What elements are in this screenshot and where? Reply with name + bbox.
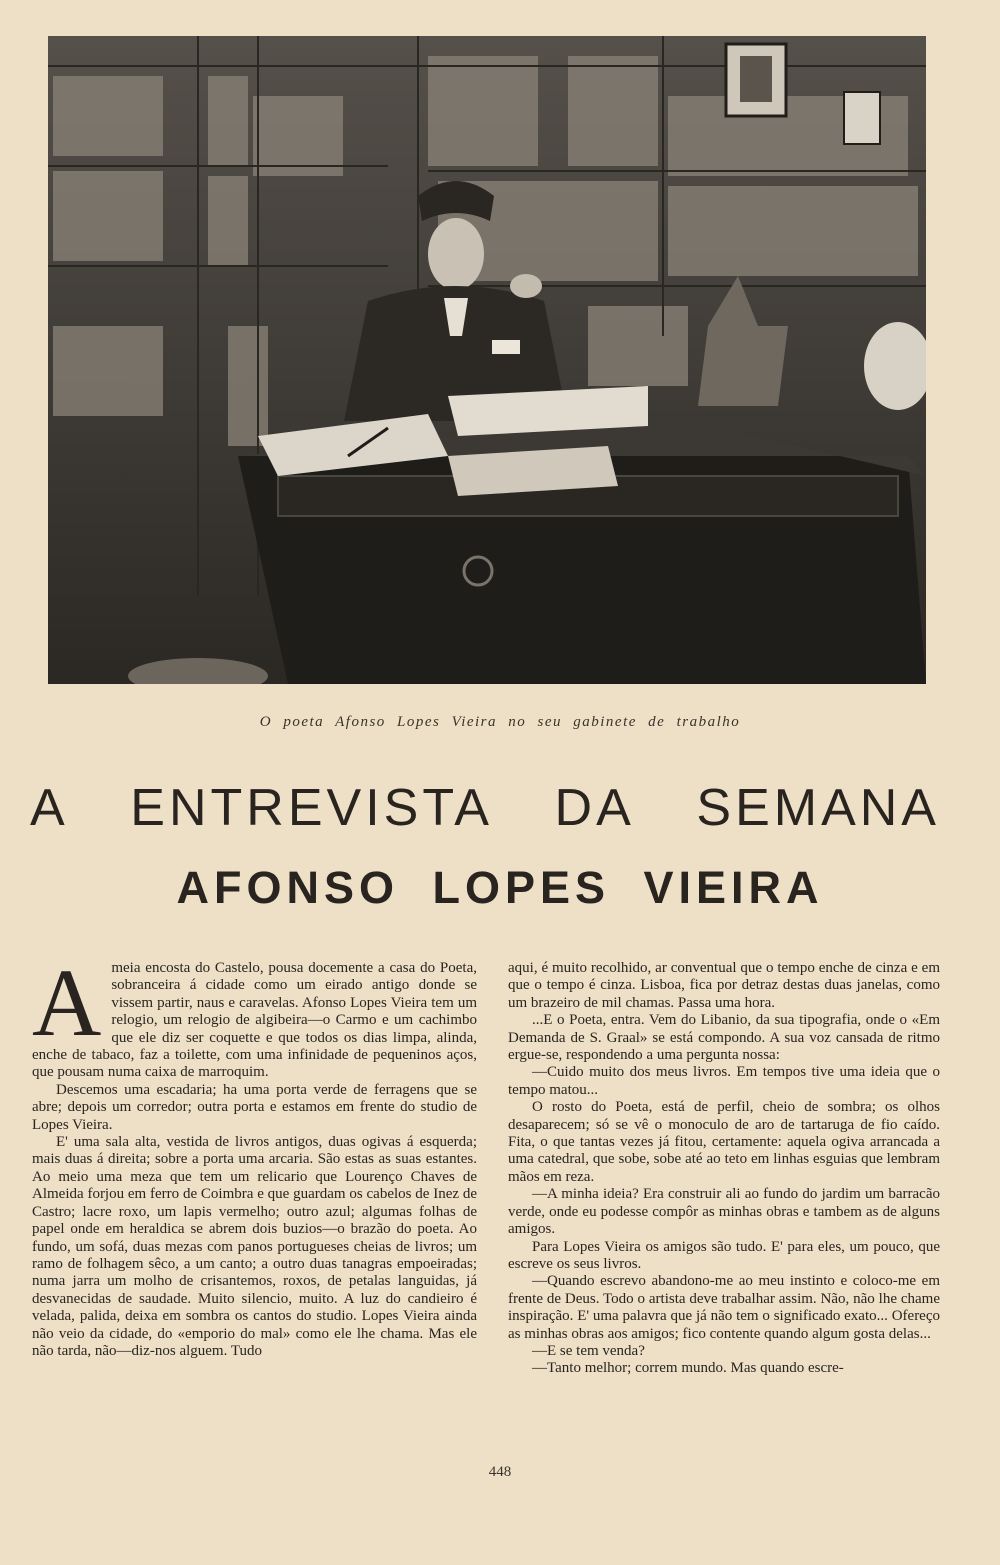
article-title: A ENTREVISTA DA SEMANA <box>30 779 940 837</box>
article-paragraph: Para Lopes Vieira os amigos são tudo. E' para eles, um pouco, que escreve os seus livros. <box>508 1238 940 1272</box>
article-paragraph: O rosto do Poeta, está de perfil, cheio de sombra; os olhos desaparecem; só se vê o monoculo de aro de tartaruga de fio caído. Fita, o que tantas vezes já fitou, certamente: aquela ogiva arrancada a uma catedral, que sobe, sobe até ao teto em linhas esguias que lembram mãos em reza. <box>508 1099 940 1185</box>
article-paragraph: —E se tem venda? <box>532 1342 645 1359</box>
article-photo <box>48 36 926 684</box>
article-paragraph <box>32 949 477 1082</box>
article-subtitle: AFONSO LOPES VIEIRA <box>176 862 824 913</box>
article-paragraph: —Cuido muito dos meus livros. Em tempos tive uma ideia que o tempo matou... <box>508 1064 940 1098</box>
article-paragraph: ...E o Poeta, entra. Vem do Libanio, da sua tipografia, onde o «Em Demanda de S. Graal» se está compondo. A sua voz cansada de ritmo ergue-se, respondendo a uma pergunta nossa: <box>508 1012 940 1064</box>
article-paragraph: —Quando escrevo abandono-me ao meu instinto e coloco-me em frente de Deus. Todo o artista deve trabalhar assim. Não, não lhe chame inspiração. E' uma palavra que já não tem o significado exato... Ofereço as minhas obras aos amigos; fico contente quando algum gosta delas... <box>508 1273 940 1342</box>
article-paragraph: —A minha ideia? Era construir ali ao fundo do jardim um barracão verde, onde eu podesse compôr as minhas obras e tambem as de alguns amigos. <box>508 1186 940 1238</box>
article-paragraph: aqui, é muito recolhido, ar conventual que o tempo enche de cinza e em que o tempo é cinza. Lisboa, fica por detraz destas duas janelas, como um brazeiro de mil chamas. Passa uma hora. <box>508 960 940 1011</box>
article-paragraph: E' uma sala alta, vestida de livros antigos, duas ogivas á esquerda; mais duas á direita; sobre a porta uma arcaria. São estas as suas estantes. Ao meio uma meza que tem um relicario que Lourenço Chaves de Almeida forjou em ferro de Coimbra e que guardam os cabelos de Inez de Castro; lacre roxo, um lapis vermelho; outro azul; algumas folhas de papel onde em heraldica se abrem dois buzios—o brazão do poeta. Ao fundo, um sofá, duas mezas com panos portugueses cheias de livros; um ramo de folhagem sêco, a um canto; a outro duas tanagras empoeiradas; numa jarra um molho de crisantemos, roxos, de petalas languidas, já desvanecidas de saudade. Muito silencio, muito. A luz do candieiro é velada, palida, deixa em sombra os cantos do studio. Lopes Vieira ainda não veio da cidade, do «emporio do mal» como ele lhe chama. Mas ele não tarda, não—diz-nos alguem. Tudo <box>32 1134 477 1359</box>
page-number: 448 <box>488 1464 512 1480</box>
article-paragraph: Descemos uma escadaria; ha uma porta verde de ferragens que se abre; depois um corredor; outra porta e estamos em frente do studio de Lopes Vieira. <box>32 1081 477 1133</box>
article-paragraph: —Tanto melhor; correm mundo. Mas quando escre- <box>532 1360 844 1377</box>
paragraph-text: meia encosta do Castelo, pousa docemente a casa do Poeta, sobranceira á cidade como um eirado antigo donde se vissem partir, naus e caravelas. Afonso Lopes Vieira tem um relogio, um relogio de algibeira—o Carmo e um cachimbo que ele diz ser coquette e que todos os dias limpa, alinda, enche de tabaco, faz a toilette, com uma infinidade de pequeninos aços, que pousam numa caixa de marroquim. <box>32 960 477 1081</box>
article-column-left <box>32 949 477 1360</box>
photo-caption: O poeta Afonso Lopes Vieira no seu gabinete de trabalho <box>259 714 741 730</box>
photo-icon <box>48 36 926 684</box>
drop-cap: A <box>32 949 102 1056</box>
article-column-right <box>508 960 940 1378</box>
